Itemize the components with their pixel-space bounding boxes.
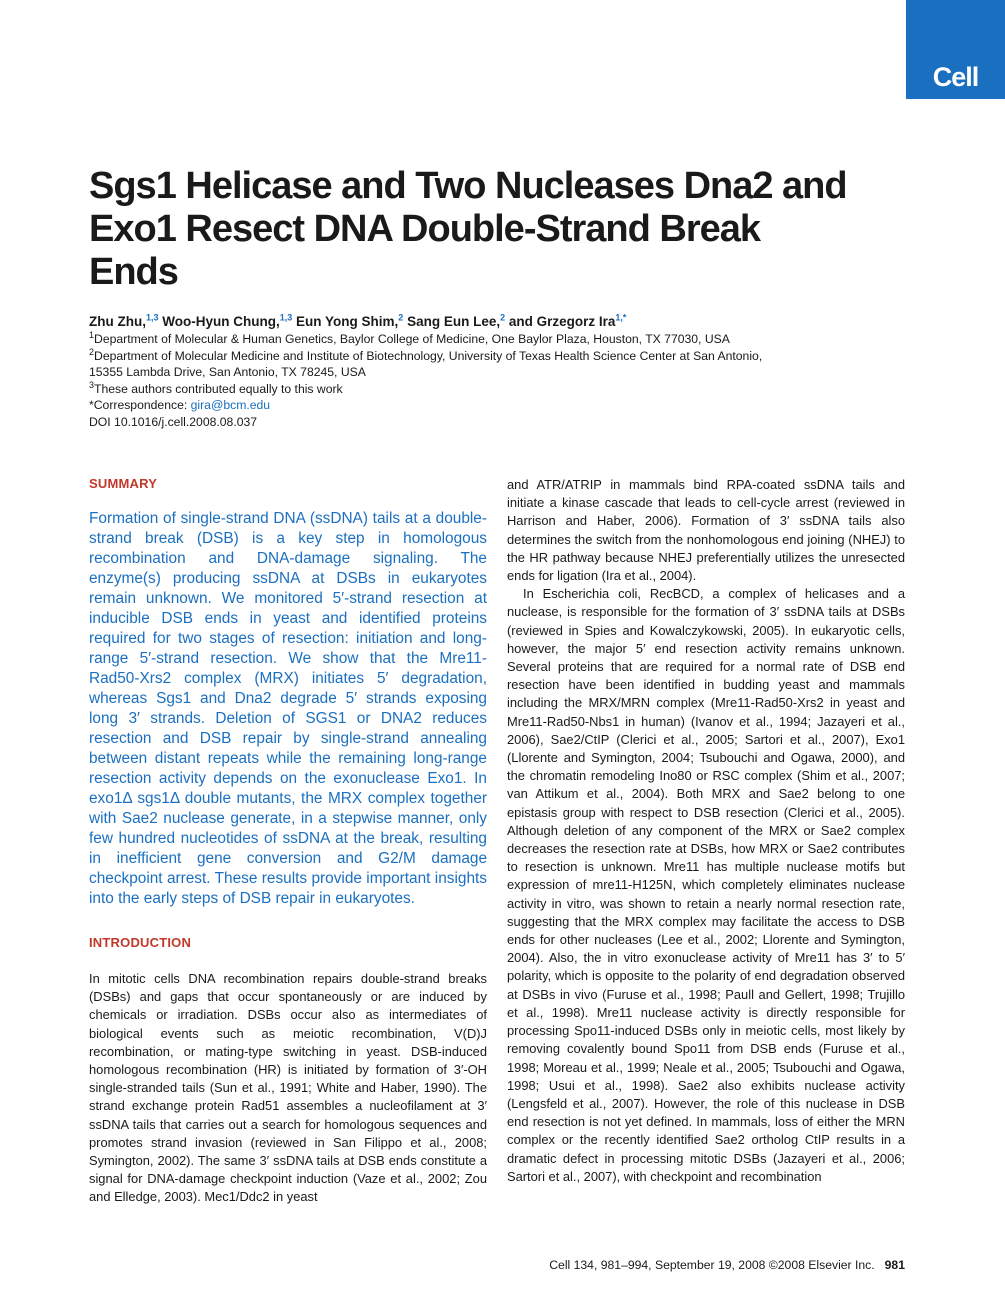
affiliation-mark: 3 bbox=[89, 379, 95, 390]
author-affiliation-mark: 1,* bbox=[615, 312, 627, 323]
note-text: These authors contributed equally to this work bbox=[94, 381, 343, 396]
affiliations bbox=[89, 331, 909, 431]
affiliation-2-address: 15355 Lambda Drive, San Antonio, TX 78245, USA bbox=[89, 365, 366, 380]
author-list bbox=[89, 313, 909, 331]
author-name: and Grzegorz Ira bbox=[508, 314, 616, 329]
author-name: Eun Yong Shim, bbox=[296, 314, 399, 329]
author-name: Zhu Zhu, bbox=[89, 314, 146, 329]
affiliation-text: Department of Molecular & Human Genetics, Baylor College of Medicine, One Baylor Plaza, Houston, TX 77030, USA bbox=[94, 332, 730, 346]
doi: DOI 10.1016/j.cell.2008.08.037 bbox=[89, 414, 258, 429]
page-number: 981 bbox=[884, 1258, 905, 1272]
article-title: Sgs1 Helicase and Two Nucleases Dna2 and Exo1 Resect DNA Double-Strand Break Ends bbox=[89, 165, 847, 293]
affiliation-1 bbox=[89, 331, 909, 348]
summary-text: Formation of single-strand DNA (ssDNA) tails at a double-strand break (DSB) is a key step in homologous recombination and DNA-damage signaling. The enzyme(s) producing ssDNA at DSBs in eukaryotes remain unknown. We monitored 5′-strand resection at inducible DSB ends in yeast and identified proteins required for two stages of resection: initiation and long-range 5′-strand resection. We show that the Mre11-Rad50-Xrs2 complex (MRX) initiates 5′ degradation, whereas Sgs1 and Dna2 degrade 5′ strands exposing long 3′ strands. Deletion of SGS1 or DNA2 reduces resection and DSB repair by single-strand annealing between distant repeats while the remaining long-range resection activity depends on the exonuclease Exo1. In exo1Δ sgs1Δ double mutants, the MRX complex together with Sae2 nuclease generate, in a stepwise manner, only few hundred nucleotides of ssDNA at the break, resulting in inefficient gene conversion and G2/M damage checkpoint arrest. These results provide important insights into the early steps of DSB repair in eukaryotes. bbox=[89, 510, 487, 907]
left-column bbox=[89, 476, 487, 1207]
correspondence bbox=[89, 397, 909, 414]
author-affiliation-mark: 1,3 bbox=[145, 312, 159, 323]
page-footer bbox=[549, 1258, 905, 1272]
author-affiliation-mark: 2 bbox=[398, 312, 404, 323]
introduction-heading: INTRODUCTION bbox=[89, 935, 192, 950]
affiliation-2 bbox=[89, 348, 909, 365]
affiliation-mark: 2 bbox=[89, 346, 95, 357]
intro-paragraph-2: and ATR/ATRIP in mammals bind RPA-coated ssDNA tails and initiate a kinase cascade that leads to cell-cycle arrest (reviewed in Harrison and Haber, 2006). Formation of 3′ ssDNA tails also determines the switch from the nonhomologous end joining (NHEJ) to the HR pathway because NHEJ preferentially utilizes the unresected ends for ligation (Ira et al., 2004). bbox=[507, 477, 905, 584]
journal-citation: Cell 134, 981–994, September 19, 2008 ©2008 Elsevier Inc. bbox=[549, 1258, 875, 1272]
affiliation-text: Department of Molecular Medicine and Institute of Biotechnology, University of Texas Health Science Center at San Antonio, bbox=[94, 348, 763, 363]
right-column bbox=[507, 476, 905, 1186]
affiliation-mark: 1 bbox=[89, 329, 95, 340]
author-name: Woo-Hyun Chung, bbox=[162, 314, 280, 329]
intro-paragraph-3: In Escherichia coli, RecBCD, a complex of helicases and a nuclease, is responsible for the formation of 3′ ssDNA tails at DSBs (reviewed in Spies and Kowalczykowski, 2005). In eukaryotic cells, however, the major 5′ end resection activity remains unknown. Several proteins that are required for a normal rate of DSB end resection have been identified in budding yeast and mammals including the MRX/MRN complex (Mre11-Rad50-Xrs2 in yeast and Mre11-Rad50-Nbs1 in human) (Ivanov et al., 1994; Jazayeri et al., 2006), Sae2/CtIP (Clerici et al., 2005; Sartori et al., 2007), Exo1 (Llorente and Symington, 2004; Tsubouchi and Ogawa, 2000), and the chromatin remodeling Ino80 or RSC complex (Shim et al., 2007; van Attikum et al., 2004). Both MRX and Sae2 belong to one epistasis group with respect to DSB resection (Clerici et al., 2005). Although deletion of any component of the MRX or Sae2 complex decreases the resection rate at DSBs, how MRX or Sae2 contributes to resection is unknown. Mre11 has multiple nuclease motifs but expression of mre11-H125N, which completely eliminates nuclease activity in vitro, was shown to retain a nearly normal resection rate, suggesting that the MRX complex may facilitate the access to DSB ends for other nucleases (Lee et al., 2002; Llorente and Symington, 2004). Also, the in vitro exonuclease activity of Mre11 has 3′ to 5′ polarity, which is opposite to the polarity of end degradation observed at DSBs in vivo (Furuse et al., 1998; Paull and Gellert, 1998; Trujillo et al., 1998). Mre11 nuclease activity is directly responsible for processing Spo11-induced DSBs only in meiotic cells, most likely by removing covalently bound Spo11 from DSB ends (Furuse et al., 1998; Moreau et al., 1999; Neale et al., 2005; Tsubouchi and Ogawa, 1998; Usui et al., 1998). Sae2 also exhibits nuclease activity (Lengsfeld et al., 2007). However, the role of this nuclease in DSB end resection is not yet defined. In mammals, loss of either the MRN complex or the recently identified Sae2 ortholog CtIP results in a dramatic defect in processing mitotic DSBs (Jazayeri et al., 2006; Sartori et al., 2007), with checkpoint and recombination bbox=[507, 586, 905, 1184]
author-name: Sang Eun Lee, bbox=[407, 314, 501, 329]
correspondence-label: *Correspondence: bbox=[89, 398, 191, 413]
journal-logo: Cell bbox=[906, 0, 1005, 99]
author-affiliation-mark: 2 bbox=[500, 312, 506, 323]
intro-paragraph-1: In mitotic cells DNA recombination repairs double-strand breaks (DSBs) and gaps that occur spontaneously or are induced by chemicals or irradiation. DSBs occur also as intermediates of biological events such as meiotic recombination, V(D)J recombination, or mating-type switching in yeast. DSB-induced homologous recombination (HR) is initiated by formation of 3′-OH single-stranded tails (Sun et al., 1991; White and Haber, 1990). The strand exchange protein Rad51 assembles a nucleofilament at 3′ ssDNA tails that carries out a search for homologous sequences and promotes strand invasion (reviewed in San Filippo et al., 2008; Symington, 2002). The same 3′ ssDNA tails at DSB ends constitute a signal for DNA-damage checkpoint induction (Vaze et al., 2002; Zou and Elledge, 2003). Mec1/Ddc2 in yeast bbox=[89, 971, 487, 1205]
author-affiliation-mark: 1,3 bbox=[279, 312, 293, 323]
author-note bbox=[89, 381, 909, 398]
summary-heading: SUMMARY bbox=[89, 476, 158, 491]
email-link[interactable]: gira@bcm.edu bbox=[190, 398, 271, 413]
